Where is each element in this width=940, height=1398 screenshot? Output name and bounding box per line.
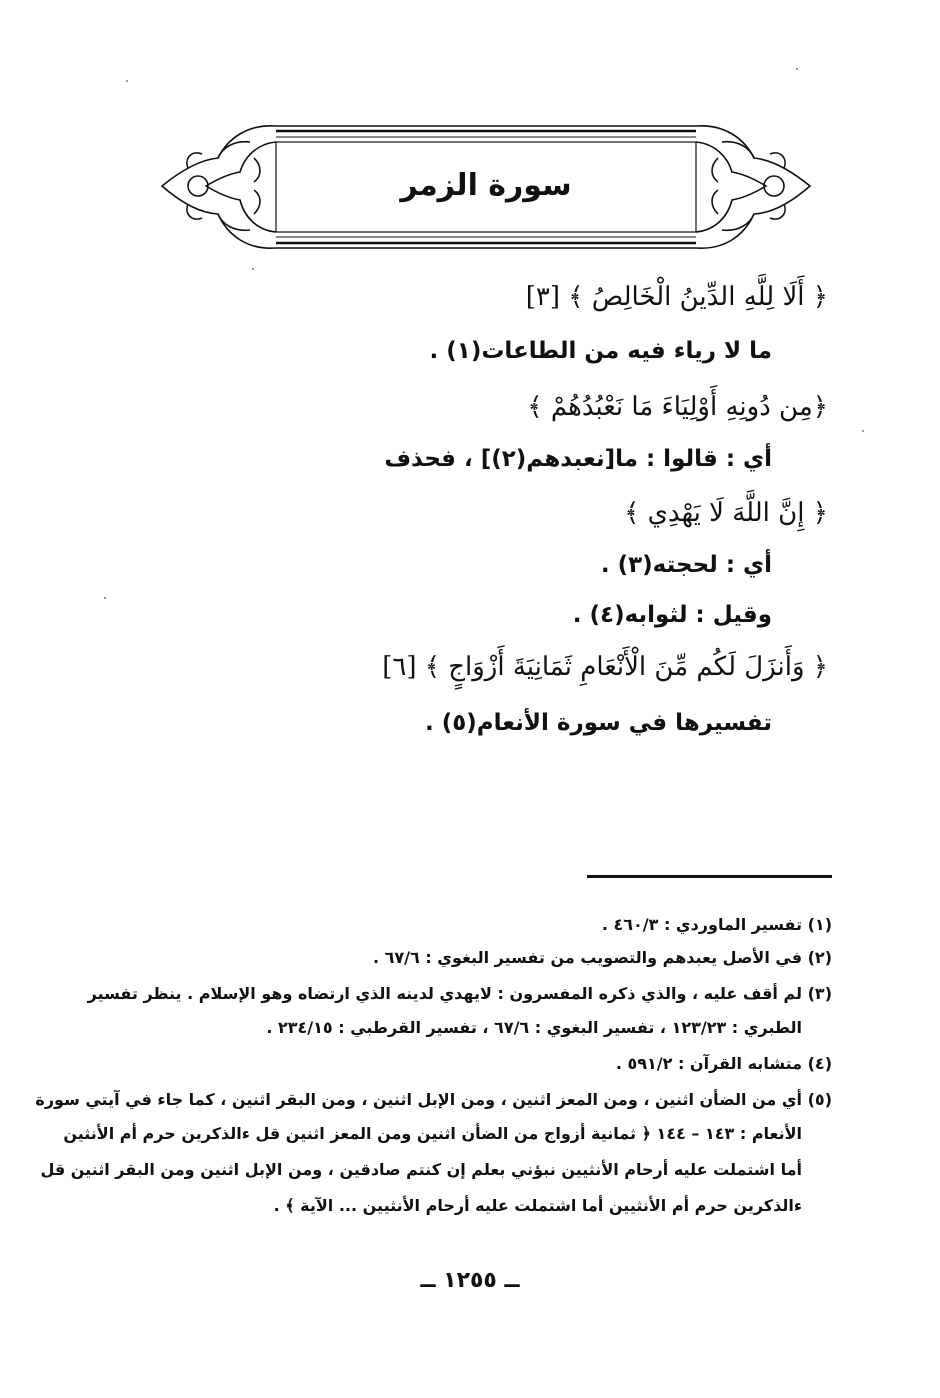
footnote: (٣) لم أقف عليه ، والذي ذكره المفسرون : لايهدي لدينه الذي ارتضاه وهو الإسلام . ينظر تفسير xyxy=(87,984,832,1003)
commentary-line: وقيل : لثوابه(٤) . xyxy=(572,602,772,628)
commentary-line: ما لا رياء فيه من الطاعات(١) . xyxy=(429,338,772,364)
commentary-line: أي : قالوا : ما[نعبدهم(٢)] ، فحذف xyxy=(384,446,772,472)
footnote: (٢) في الأصل يعبدهم والتصويب من تفسير البغوي : ٦٧/٦ . xyxy=(372,948,832,967)
verse-line: ﴿مِن دُونِهِ أَوْلِيَاءَ مَا نَعْبُدُهُمْ ﴾ xyxy=(527,392,828,422)
commentary-line: أي : لحجته(٣) . xyxy=(600,552,772,578)
verse-line: ﴿ أَلَا لِلَّهِ الدِّينُ الْخَالِصُ ﴾ [٣] xyxy=(525,282,828,312)
footnote-separator xyxy=(587,875,832,878)
page-number: ــ ١٢٥٥ ــ xyxy=(420,1268,520,1293)
footnote: (١) تفسير الماوردي : ٤٦٠/٣ . xyxy=(601,915,832,934)
scan-speck xyxy=(104,597,106,599)
scan-speck xyxy=(126,80,128,82)
footnote: (٤) متشابه القرآن : ٥٩١/٢ . xyxy=(615,1054,832,1073)
footnote: (٥) أي من الضأن اثنين ، ومن المعز اثنين ، ومن الإبل اثنين ، ومن البقر اثنين ، كما جاء في آيتي سورة xyxy=(35,1090,832,1109)
surah-header-frame xyxy=(158,118,814,256)
commentary-line: تفسيرها في سورة الأنعام(٥) . xyxy=(424,710,772,736)
scan-speck xyxy=(252,268,254,270)
verse-line: ﴿ إِنَّ اللَّهَ لَا يَهْدِي ﴾ xyxy=(624,498,828,528)
footnote-continuation: أما اشتملت عليه أرحام الأنثيين نبؤني بعلم إن كنتم صادقين ، ومن الإبل اثنين ومن البقر اثنين قل xyxy=(40,1160,802,1179)
verse-line: ﴿ وَأَنزَلَ لَكُم مِّنَ الْأَنْعَامِ ثَمَانِيَةَ أَزْوَاجٍ ﴾ [٦] xyxy=(382,652,828,682)
scan-speck xyxy=(862,430,864,432)
footnote-continuation: ءالذكرين حرم أم الأنثيين أما اشتملت عليه أرحام الأنثيين ... الآية ﴾ . xyxy=(273,1196,802,1215)
surah-title: سورة الزمر xyxy=(400,168,572,203)
footnote-continuation: الأنعام : ١٤٣ – ١٤٤ ﴿ ثمانية أزواج من الضأن اثنين ومن المعز اثنين قل ءالذكرين حرم أم الأنثين xyxy=(63,1124,802,1143)
footnote-continuation: الطبري : ١٢٣/٢٣ ، تفسير البغوي : ٦٧/٦ ، تفسير القرطبي : ٢٣٤/١٥ . xyxy=(266,1018,802,1037)
scan-speck xyxy=(796,68,798,70)
